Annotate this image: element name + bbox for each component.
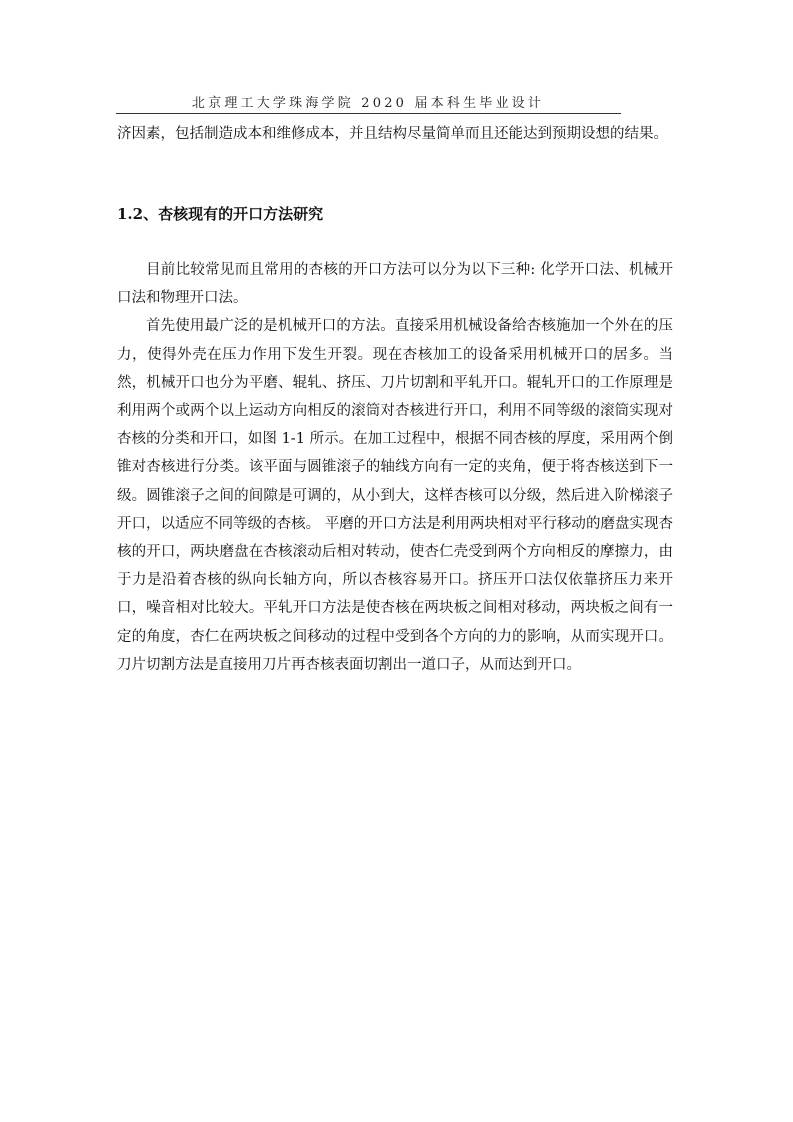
continuation-block xyxy=(117,120,673,148)
section-heading: 1.2、杏核现有的开口方法研究 xyxy=(117,205,324,223)
continuation-paragraph: 济因素，包括制造成本和维修成本，并且结构尽量简单而且还能达到预期设想的结果。 xyxy=(117,126,668,142)
body-paragraph-1: 目前比较常见而且常用的杏核的开口方法可以分为以下三种: 化学开口法、机械开口法和物理开口法。 xyxy=(117,262,673,307)
running-header: 北京理工大学珠海学院 2020 届本科生毕业设计 xyxy=(191,96,545,111)
section-body xyxy=(117,256,673,679)
body-paragraph-2: 首先使用最广泛的是机械开口的方法。直接采用机械设备给杏核施加一个外在的压力，使得外壳在压力作用下发生开裂。现在杏核加工的设备采用机械开口的居多。当然，机械开口也分为平磨、辊轧、挤压、刀片切割和平轧开口。辊轧开口的工作原理是利用两个或两个以上运动方向相反的滚筒对杏核进行开口，利用不同等级的滚筒实现对杏核的分类和开口，如图 1-1 所示。在加工过程中，根据不同杏核的厚度，采用两个倒锥对杏核进行分类。该平面与圆锥滚子的轴线方向有一定的夹角，便于将杏核送到下一级。圆锥滚子之间的间隙是可调的，从小到大，这样杏核可以分级，然后进入阶梯滚子开口，以适应不同等级的杏核。 平磨的开口方法是利用两块相对平行移动的磨盘实现杏核的开口，两块磨盘在杏核滚动后相对转动，使杏仁壳受到两个方向相反的摩擦力，由于力是沿着杏核的纵向长轴方向，所以杏核容易开口。挤压开口法仅依靠挤压力来开口，噪音相对比较大。平轧开口方法是使杏核在两块板之间相对移动，两块板之间有一定的角度，杏仁在两块板之间移动的过程中受到各个方向的力的影响，从而实现开口。刀片切割方法是直接用刀片再杏核表面切割出一道口子，从而达到开口。 xyxy=(117,318,673,673)
header-divider xyxy=(116,113,621,114)
